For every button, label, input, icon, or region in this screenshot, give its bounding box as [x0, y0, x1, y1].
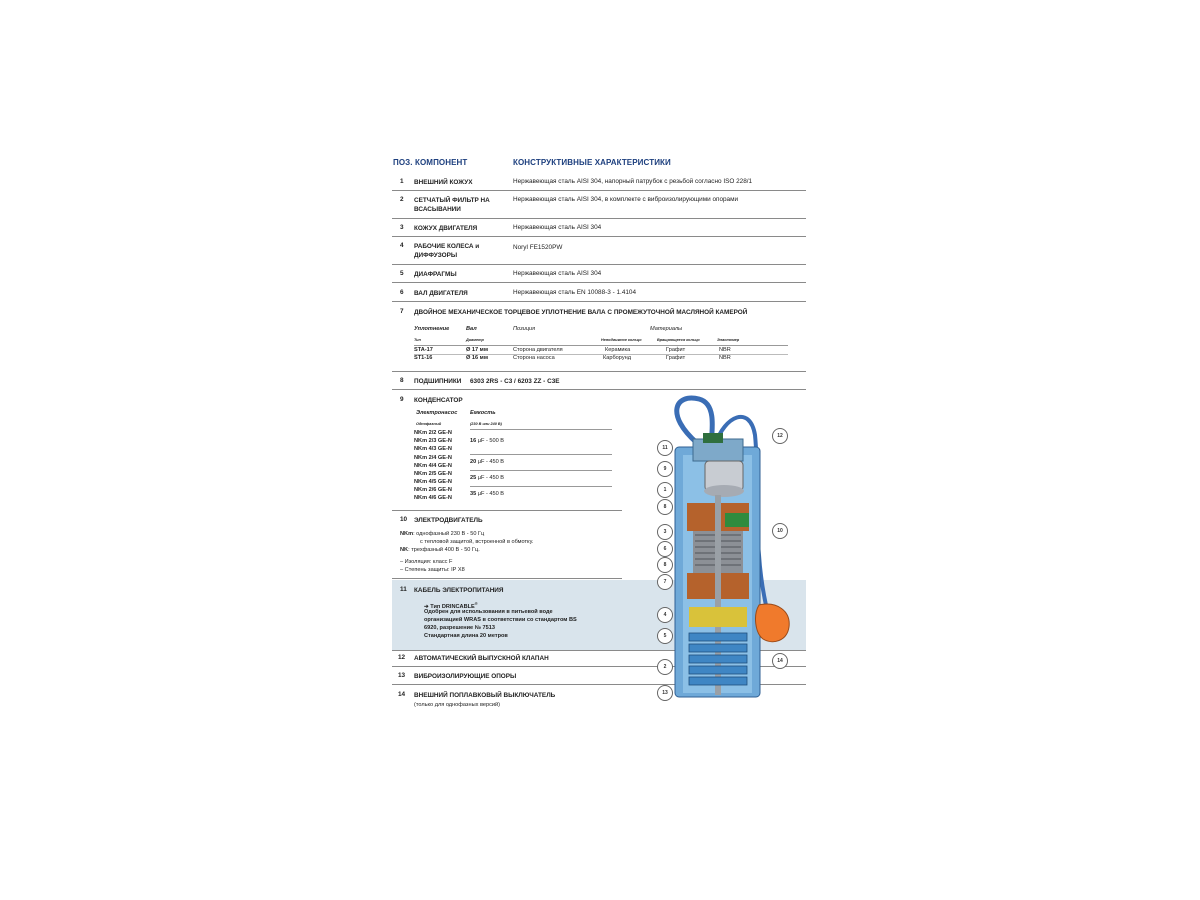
callout-8: 8: [657, 557, 673, 573]
seal-type: ST1-16: [414, 355, 433, 361]
capacitor-divider: [470, 429, 612, 430]
row-component: ВНЕШНИЙ КОЖУХ: [414, 179, 473, 186]
row-number: 12: [398, 654, 406, 661]
capacitor-value-1: [470, 438, 504, 444]
cable-line-2: организацией WRAS в соответствии со стандартом BS: [424, 617, 577, 623]
row-4: [392, 241, 806, 265]
row-note: (только для однофазных версий): [414, 702, 500, 708]
cable-line-1: Одобрен для использования в питьевой воде: [424, 609, 553, 615]
callout-10: 10: [772, 523, 788, 539]
cable-line-3: 6920, разрешение № 7513: [424, 625, 495, 631]
motor-nk-text: : трехфазный 400 В - 50 Гц.: [408, 547, 480, 553]
callout-12: 12: [772, 428, 788, 444]
capacitance: 20: [470, 459, 477, 465]
motor-protection: – Степень защиты: IP X8: [400, 567, 465, 573]
seal-fixed: Керамика: [605, 347, 631, 353]
capacitor-value-4: [470, 491, 504, 497]
capacitance-unit: µF - 500 В: [476, 438, 505, 444]
motor-nkm: [400, 530, 484, 538]
seal-sub-elastomer: Эластомер: [717, 338, 740, 342]
capacitor-group-2: [414, 454, 452, 470]
callout-14: 14: [772, 653, 788, 669]
callout-3: 3: [657, 524, 673, 540]
cable-title: КАБЕЛЬ ЭЛЕКТРОПИТАНИЯ: [414, 587, 504, 594]
capacitor-divider: [470, 486, 612, 487]
motor-nk: [400, 546, 480, 554]
seal-divider: [414, 345, 788, 346]
row-5: [392, 269, 806, 283]
row-1: [392, 177, 806, 191]
impeller-stack: [689, 633, 747, 685]
seal-type: STA-17: [414, 347, 433, 353]
motor-nkm-text: : однофазный 230 В - 50 Гц: [413, 531, 485, 537]
motor-nk-label: NK: [400, 547, 409, 553]
bearings-value: 6303 2RS - C3 / 6203 ZZ - C3E: [470, 378, 560, 385]
seal-fixed: Карборунд: [603, 355, 631, 361]
callout-5: 5: [657, 628, 673, 644]
capacitor-group-4: [414, 486, 452, 502]
row-7-seal: [392, 307, 806, 372]
model-name: NKm 4/3 GE-N: [414, 446, 452, 452]
header-pos: ПОЗ.: [393, 158, 413, 167]
capacitor-value-3: [470, 475, 504, 481]
capacitor-divider: [470, 470, 612, 471]
model-name: NKm 2/5 GE-N: [414, 471, 452, 477]
header-component: КОМПОНЕНТ: [415, 158, 468, 167]
capacitor-value-2: [470, 459, 504, 465]
callout-4: 4: [657, 607, 673, 623]
header-characteristics: КОНСТРУКТИВНЫЕ ХАРАКТЕРИСТИКИ: [513, 158, 671, 167]
capacitor-col-capacity: Емкость: [470, 410, 496, 416]
row-component: ВИБРОИЗОЛИРУЮЩИЕ ОПОРЫ: [414, 673, 517, 680]
row-number: 10: [400, 516, 408, 523]
row-number: 14: [398, 691, 406, 698]
row-3: [392, 223, 806, 237]
capacitance-unit: µF - 450 В: [476, 459, 505, 465]
row-number: 4: [400, 242, 404, 249]
capacitor-col-pump: Электронасос: [416, 410, 458, 416]
capacitance: 25: [470, 475, 477, 481]
control-board: [725, 513, 749, 527]
callout-1: 1: [657, 482, 673, 498]
model-name: NKm 2/4 GE-N: [414, 455, 452, 461]
callout-6: 6: [657, 541, 673, 557]
motor-nkm-label: NKm: [400, 531, 414, 537]
seal-rotating: Графит: [666, 355, 686, 361]
model-name: NKm 4/4 GE-N: [414, 463, 452, 469]
row-number: 13: [398, 672, 406, 679]
seal-sub-diameter: Диаметр: [466, 338, 484, 342]
seal-chamber: [689, 607, 747, 627]
seal-col-position: Позиция: [513, 326, 536, 332]
row-number: 9: [400, 396, 404, 403]
seal-position: Сторона двигателя: [513, 347, 563, 353]
motor-nkm-text2: с тепловой защитой, встроенной в обмотку.: [420, 539, 534, 545]
capacitance-unit: µF - 450 В: [476, 475, 505, 481]
cable-gland: [703, 433, 723, 443]
model-name: NKm 2/6 GE-N: [414, 487, 452, 493]
callout-2: 2: [657, 659, 673, 675]
row-number: 1: [400, 178, 404, 185]
capacitor-base: [704, 485, 744, 497]
float-switch: [756, 604, 790, 642]
row-number: 2: [400, 196, 404, 203]
row-component: ВАЛ ДВИГАТЕЛЯ: [414, 290, 468, 297]
callout-11: 11: [657, 440, 673, 456]
model-name: NKm 4/5 GE-N: [414, 479, 452, 485]
capacitance-unit: µF - 450 В: [476, 491, 505, 497]
row-component: АВТОМАТИЧЕСКИЙ ВЫПУСКНОЙ КЛАПАН: [414, 655, 549, 662]
seal-col-materials: Материалы: [650, 326, 683, 332]
seal-col-seal: Уплотнение: [414, 326, 450, 332]
seal-sub-type: Тип: [414, 338, 421, 342]
seal-diameter: Ø 16 мм: [466, 355, 488, 361]
capacitor-group-3: [414, 470, 452, 486]
row-spec: Нержавеющая сталь AISI 304, напорный патрубок с резьбой согласно ISO 228/1: [513, 178, 753, 185]
row-spec: Noryl FE1520PW: [513, 244, 563, 251]
row-component: СЕТЧАТЫЙ ФИЛЬТР НА ВСАСЫВАНИИ: [414, 197, 490, 213]
row-number: 11: [400, 586, 407, 593]
row-number: 6: [400, 289, 404, 296]
row-component: КОЖУХ ДВИГАТЕЛЯ: [414, 225, 478, 232]
row-component: ВНЕШНИЙ ПОПЛАВКОВЫЙ ВЫКЛЮЧАТЕЛЬ: [414, 692, 556, 699]
capacitance: 16: [470, 438, 477, 444]
seal-sub-fixed: Неподвижное кольцо: [601, 338, 642, 342]
capacitor-sub-voltage: (230 В или 240 В): [470, 422, 502, 426]
capacitor-sub-phase: Однофазный: [416, 422, 442, 426]
model-name: NKm 2/3 GE-N: [414, 438, 452, 444]
callout-9: 9: [657, 461, 673, 477]
model-name: NKm 4/6 GE-N: [414, 495, 452, 501]
row-8-bearings: [392, 376, 806, 390]
capacitor-divider: [470, 454, 612, 455]
row-spec: Нержавеющая сталь AISI 304, в комплекте с виброизолирующими опорами: [513, 196, 739, 203]
row-spec: Нержавеющая сталь AISI 304: [513, 224, 602, 231]
cable-type-line: ➔ Тип DRINCABLE: [424, 603, 475, 610]
callout-7: 7: [657, 574, 673, 590]
row-9-capacitor: [392, 395, 622, 511]
row-10-motor: [392, 515, 622, 579]
motor-title: ЭЛЕКТРОДВИГАТЕЛЬ: [414, 517, 483, 524]
row-component: ДИАФРАГМЫ: [414, 271, 457, 278]
row-component: РАБОЧИЕ КОЛЕСА и ДИФФУЗОРЫ: [414, 243, 480, 259]
seal-sub-rotating: Вращающееся кольцо: [657, 338, 700, 342]
seal-col-shaft: Вал: [466, 326, 477, 332]
row-number: 5: [400, 270, 404, 277]
cable-reg-mark: ®: [474, 601, 478, 606]
model-name: NKm 2/2 GE-N: [414, 430, 452, 436]
row-6: [392, 288, 806, 302]
motor-shaft: [715, 495, 721, 695]
callout-13: 13: [657, 685, 673, 701]
row-spec: Нержавеющая сталь AISI 304: [513, 270, 602, 277]
seal-title: ДВОЙНОЕ МЕХАНИЧЕСКОЕ ТОРЦЕВОЕ УПЛОТНЕНИЕ ВАЛА С ПРОМЕЖУТОЧНОЙ МАСЛЯНОЙ КАМЕРОЙ: [414, 309, 748, 316]
seal-position: Сторона насоса: [513, 355, 555, 361]
row-number: 7: [400, 308, 404, 315]
seal-elastomer: NBR: [719, 347, 731, 353]
row-2: [392, 195, 806, 219]
motor-insulation: – Изоляция: класс F: [400, 559, 453, 565]
capacitor-title: КОНДЕНСАТОР: [414, 397, 463, 404]
cable-line-4: Стандартная длина 20 метров: [424, 633, 508, 639]
row-number: 3: [400, 224, 404, 231]
capacitor-group-1: [414, 429, 452, 453]
row-spec: Нержавеющая сталь EN 10088-3 - 1.4104: [513, 289, 637, 296]
seal-diameter: Ø 17 мм: [466, 347, 488, 353]
row-number: 8: [400, 377, 404, 384]
callout-8: 8: [657, 499, 673, 515]
bearings-label: ПОДШИПНИКИ: [414, 378, 462, 385]
capacitance: 35: [470, 491, 477, 497]
seal-elastomer: NBR: [719, 355, 731, 361]
seal-rotating: Графит: [666, 347, 686, 353]
